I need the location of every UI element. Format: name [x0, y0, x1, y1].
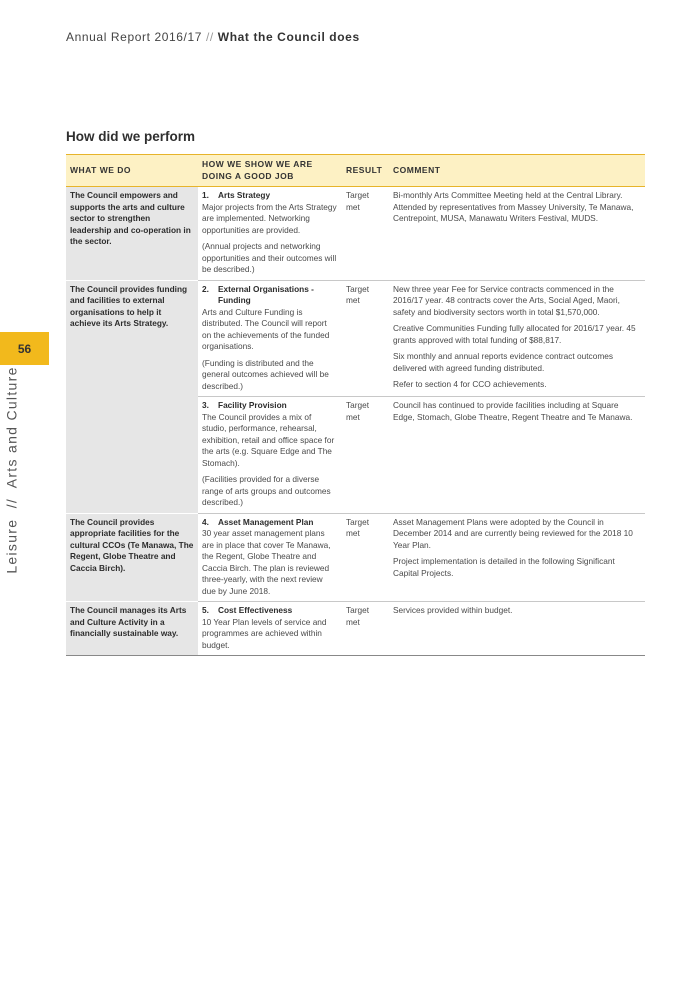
table-header-row [66, 155, 645, 187]
measure-description: Major projects from the Arts Strategy are implemented. Networking opportunities are provided. [202, 201, 337, 235]
comment-cell: Asset Management Plans were adopted by the Council in December 2014 and are currently being reviewed for the 2018 10 Year Plan. Project implementation is detailed in the following Significant Capital Projects. [389, 513, 645, 602]
comment-cell: New three year Fee for Service contracts commenced in the 2016/17 year. 48 contracts cover the Arts, Social Aged, Maori, safety and biodiversity sectors worth in total $1,570,000. Creative Communities Funding fully allocated for 2016/17 year. 45 grants approved with total funding of $88,817. Six monthly and annual reports evidence contract outcomes delivered with agreed funding distributed. Refer to section 4 for CCO achievements. [389, 280, 645, 397]
measure-description: Arts and Culture Funding is distributed. The Council will report on the achievements of the funded organisations. [202, 306, 330, 351]
measure-note: (Funding is distributed and the general outcomes achieved will be described.) [202, 357, 329, 391]
result-cell: Target met [342, 513, 389, 602]
result-cell: Target met [342, 602, 389, 656]
measure-description: 30 year asset management plans are in place that cover Te Manawa, the Regent, Globe Theatre and Caccia Birch. The plan is reviewed three-yearly, with the next review due by June 2018. [202, 528, 331, 596]
measure-cell [198, 397, 342, 514]
what-we-do-cell: The Council empowers and supports the arts and culture sector to strengthen leadership and co-operation in the sector. [66, 187, 198, 281]
table-row [66, 513, 645, 602]
measure-description: 10 Year Plan levels of service and programmes are achieved within budget. [202, 616, 327, 650]
page-number: 56 [17, 341, 32, 356]
measure-cell [198, 513, 342, 602]
measure-cell [198, 602, 342, 656]
measure-title: 4. Asset Management Plan [202, 516, 314, 527]
header-separator: // [205, 30, 214, 44]
comment-cell: Council has continued to provide facilities including at Square Edge, Stomach, Globe Theatre, Regent Theatre and Te Manawa. [389, 397, 645, 514]
table-row [66, 280, 645, 397]
header-what: WHAT WE DO [66, 155, 198, 187]
side-label-text: Leisure // Arts and Culture [4, 365, 20, 574]
header-comment: COMMENT [389, 155, 645, 187]
performance-table [66, 154, 645, 656]
page-number-tab [0, 332, 49, 365]
result-cell: Target met [342, 187, 389, 281]
comment-cell: Bi-monthly Arts Committee Meeting held at the Central Library. Attended by representatives from Massey University, Te Manawa, Centrepoint, MUSA, Manawatu Writers Festival, MUDS. [389, 187, 645, 281]
measure-title: 5. Cost Effectiveness [202, 605, 293, 615]
table-row [66, 187, 645, 281]
table-row [66, 602, 645, 656]
header-result: RESULT [342, 155, 389, 187]
result-cell: Target met [342, 280, 389, 397]
running-header [66, 30, 360, 44]
what-we-do-cell: The Council provides appropriate facilities for the cultural CCOs (Te Manawa, The Regent, Globe Theatre and Caccia Birch). [66, 513, 198, 602]
result-cell: Target met [342, 397, 389, 514]
measure-title: 3. Facility Provision [202, 400, 287, 410]
section-title: How did we perform [66, 129, 196, 144]
measure-title: 1. Arts Strategy [202, 190, 271, 200]
measure-title: 2. External Organisations - Funding [202, 283, 314, 305]
measure-note: (Annual projects and networking opportunities and their outcomes will be described.) [202, 241, 337, 274]
measure-note: (Facilities provided for a diverse range of arts groups and outcomes described.) [202, 474, 331, 507]
measure-description: The Council provides a mix of studio, performance, rehearsal, exhibition, retail and office space for the arts (e.g. Square Edge and The Stomach). [202, 411, 335, 468]
report-title: Annual Report 2016/17 [66, 30, 203, 44]
side-section-label [0, 365, 24, 574]
measure-cell [198, 280, 342, 397]
header-how: HOW WE SHOW WE ARE DOING A GOOD JOB [198, 155, 342, 187]
what-we-do-cell: The Council provides funding and facilities to external organisations to help it achieve its Arts Strategy. [66, 280, 198, 513]
measure-cell [198, 187, 342, 281]
what-we-do-cell: The Council manages its Arts and Culture Activity in a financially sustainable way. [66, 602, 198, 656]
header-section: What the Council does [217, 30, 360, 44]
comment-cell: Services provided within budget. [389, 602, 645, 656]
